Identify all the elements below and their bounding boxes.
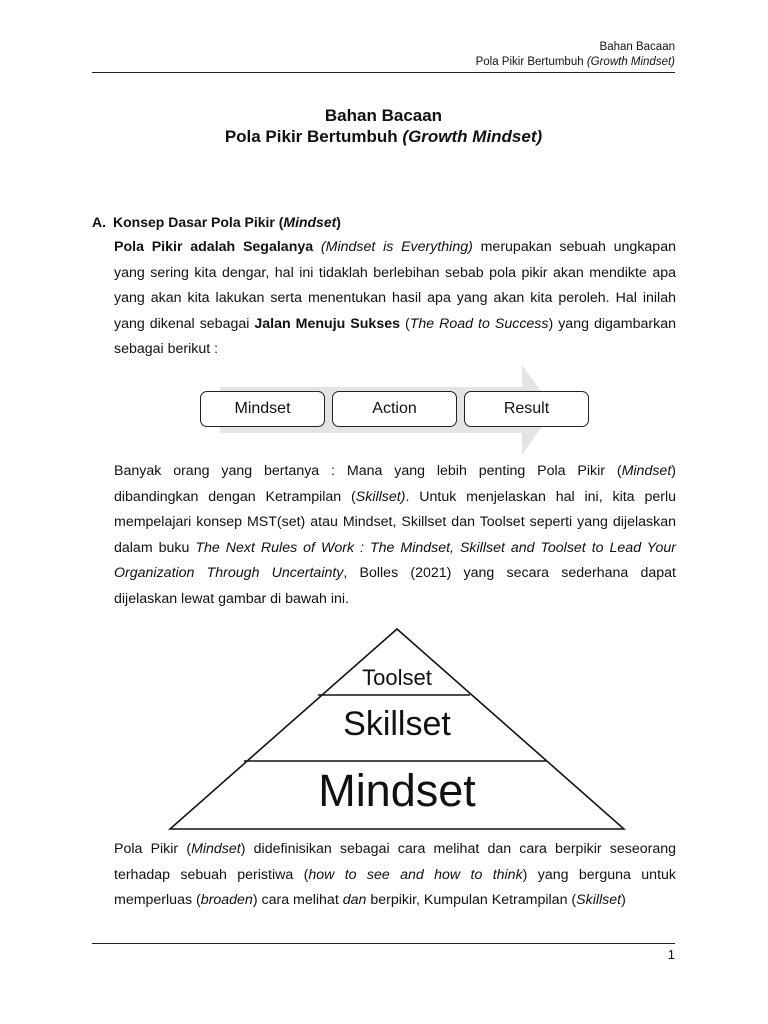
page-number: 1	[667, 947, 675, 962]
p2-italic-mindset: Mindset	[621, 463, 672, 479]
p2-text-2: ) dibandingkan dengan Ketrampilan (	[114, 463, 676, 505]
section-heading-close: )	[336, 214, 341, 230]
p3-italic-broaden: broaden	[200, 892, 253, 909]
flow-step-action: Action	[332, 391, 457, 427]
section-letter: A.	[92, 214, 106, 230]
p3-text-3: ) yang berguna untuk memperluas (	[114, 866, 676, 909]
p2-italic-skillset: Skillset)	[355, 488, 406, 505]
flow-step-result: Result	[464, 391, 589, 427]
p1-bold-road: Jalan Menuju Sukses	[254, 315, 400, 332]
p1-text: merupakan sebuah ungkapan yang sering kita dengar, hal ini tidaklah berlebihan sebab pola pikir akan mendikte apa yang akan kita lakukan serta menentukan hasil apa yang akan kita peroleh. Hal inilah yang dikenal sebagai	[114, 239, 676, 332]
p1-italic-road: The Road to Success	[409, 315, 549, 332]
title-line2-italic: (Growth Mindset)	[402, 127, 543, 146]
p1-text-end: ) yang digambarkan sebagai berikut :	[114, 315, 676, 358]
pyramid-skillset-label: Skillset	[343, 705, 451, 743]
section-heading-italic: Mindset	[283, 214, 337, 230]
p2-text-1: Banyak orang yang bertanya : Mana yang lebih penting Pola Pikir (	[114, 463, 622, 479]
paragraph-3	[114, 837, 676, 914]
running-header-line1: Bahan Bacaan	[599, 41, 675, 53]
p1-space	[313, 239, 321, 255]
p3-italic-dan: dan	[342, 892, 367, 909]
footer-rule	[92, 943, 675, 944]
title-line2-text: Pola Pikir Bertumbuh	[224, 127, 403, 146]
pyramid-mindset-label: Mindset	[318, 765, 476, 816]
running-header-line2-text: Pola Pikir Bertumbuh	[475, 56, 587, 68]
header-rule	[92, 72, 675, 73]
flow-step-mindset: Mindset	[200, 391, 325, 427]
title-line1: Bahan Bacaan	[324, 106, 443, 125]
paragraph-2	[114, 459, 676, 613]
p1-bold-phrase: Pola Pikir adalah Segalanya	[114, 239, 314, 255]
running-header-line2	[476, 55, 675, 70]
p1-open-paren: (	[400, 315, 410, 332]
section-heading	[92, 213, 341, 231]
mst-pyramid	[168, 627, 626, 831]
section-heading-text: Konsep Dasar Pola Pikir (	[113, 214, 284, 230]
p3-italic-skillset: Skillset	[576, 892, 622, 909]
p2-text-4: , Bolles (2021) yang secara sederhana dapat dijelaskan lewat gambar di bawah ini.	[114, 565, 676, 607]
running-header-line2-italic: (Growth Mindset)	[586, 56, 675, 68]
p3-text-6: )	[621, 892, 626, 909]
p3-italic-mindset: Mindset	[191, 841, 241, 857]
running-header	[476, 40, 675, 70]
p3-text-1: Pola Pikir (	[114, 841, 192, 857]
p3-text-4: ) cara melihat	[252, 892, 343, 909]
road-to-success-diagram	[200, 363, 592, 457]
p3-italic-how: how to see and how to think	[308, 866, 523, 883]
p2-italic-book-title: The Next Rules of Work : The Mindset, Skillset and Toolset to Lead Your Organization Through Uncertainty	[114, 539, 676, 582]
document-title	[92, 105, 675, 147]
pyramid-toolset-label: Toolset	[362, 665, 432, 690]
p1-italic-phrase: (Mindset is Everything)	[320, 239, 473, 255]
p3-text-5: berpikir, Kumpulan Ketrampilan (	[366, 892, 577, 909]
p3-text-2: ) didefinisikan sebagai cara melihat dan cara berpikir seseorang terhadap sebuah peristiwa (	[114, 841, 677, 883]
paragraph-1	[114, 235, 676, 363]
p2-text-3: . Untuk menjelaskan hal ini, kita perlu mempelajari konsep MST(set) atau Mindset, Skillset dan Toolset seperti yang dijelaskan dalam buku	[114, 488, 676, 556]
title-line2	[92, 126, 675, 147]
